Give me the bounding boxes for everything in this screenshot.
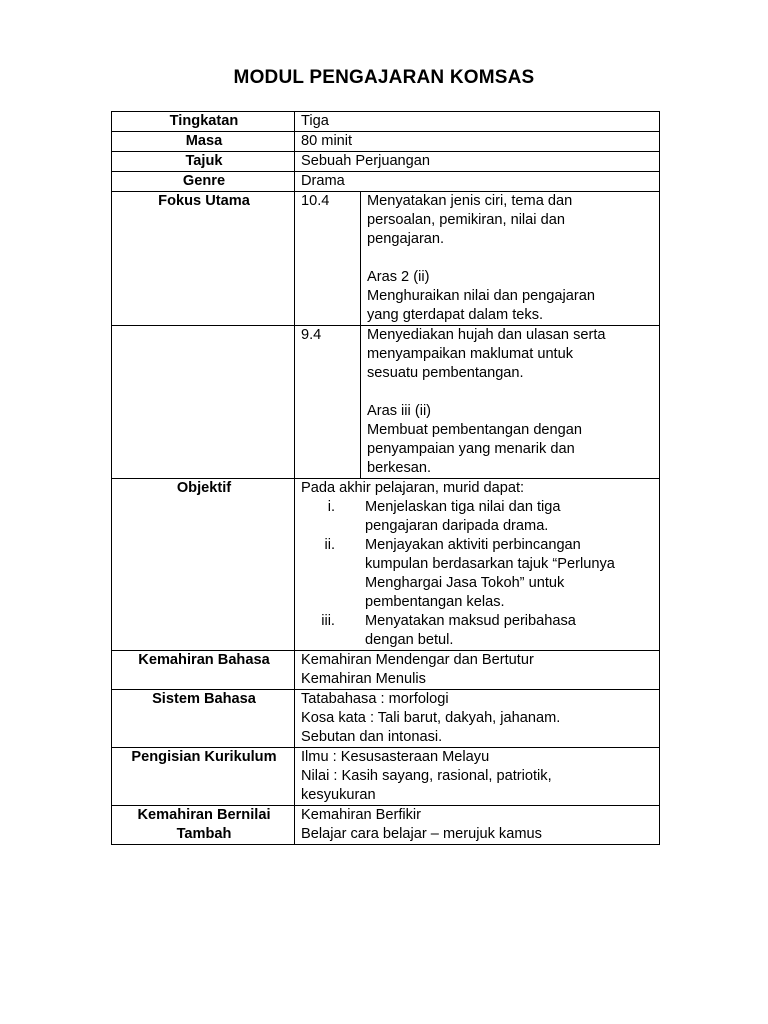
text-line: kesyukuran xyxy=(301,787,376,803)
text-line: Belajar cara belajar – merujuk kamus xyxy=(301,826,542,842)
objektif-content xyxy=(295,479,660,651)
fokus-description xyxy=(361,192,660,326)
row-value xyxy=(295,748,660,806)
text-line: pengajaran daripada drama. xyxy=(365,518,549,534)
row-value: Sebuah Perjuangan xyxy=(295,152,660,172)
lesson-module-table xyxy=(111,111,660,845)
row-label: Pengisian Kurikulum xyxy=(112,748,295,806)
fokus-code: 9.4 xyxy=(295,326,361,479)
text-line: Nilai : Kasih sayang, rasional, patriotik, xyxy=(301,768,552,784)
row-label xyxy=(112,806,295,845)
aras-label: Aras 2 (ii) xyxy=(367,269,430,285)
text-line: Sebutan dan intonasi. xyxy=(301,729,443,745)
table-row-fokus-1 xyxy=(112,192,660,326)
table-row-sistem-bahasa xyxy=(112,690,660,748)
text-line: Kosa kata : Tali barut, dakyah, jahanam. xyxy=(301,710,561,726)
text-line: Kemahiran Berfikir xyxy=(301,807,422,823)
text-line: berkesan. xyxy=(367,460,432,476)
table-row-fokus-2 xyxy=(112,326,660,479)
list-item xyxy=(301,612,655,650)
row-label: Sistem Bahasa xyxy=(112,690,295,748)
text-line: Kemahiran Mendengar dan Bertutur xyxy=(301,652,534,668)
row-value: 80 minit xyxy=(295,132,660,152)
page-title: MODUL PENGAJARAN KOMSAS xyxy=(233,67,535,88)
table-row-masa xyxy=(112,132,660,152)
text-line: menyampaikan maklumat untuk xyxy=(367,346,574,362)
fokus-code: 10.4 xyxy=(295,192,361,326)
list-number: i. xyxy=(327,499,335,515)
text-line: Tatabahasa : morfologi xyxy=(301,691,449,707)
row-label: Tajuk xyxy=(112,152,295,172)
list-item xyxy=(301,498,655,536)
row-label: Tingkatan xyxy=(112,112,295,132)
list-number: iii. xyxy=(321,613,335,629)
aras-label: Aras iii (ii) xyxy=(367,403,432,419)
text-line: sesuatu pembentangan. xyxy=(367,365,524,381)
objektif-list xyxy=(301,498,655,650)
row-label: Kemahiran Bahasa xyxy=(112,651,295,690)
table-row-tajuk xyxy=(112,152,660,172)
label-line: Tambah xyxy=(176,826,232,842)
table-row-tingkatan xyxy=(112,112,660,132)
label-line: Kemahiran Bernilai xyxy=(137,807,271,823)
fokus-description xyxy=(361,326,660,479)
objektif-intro: Pada akhir pelajaran, murid dapat: xyxy=(301,480,525,496)
text-line: Kemahiran Menulis xyxy=(301,671,426,687)
text-line: pengajaran. xyxy=(367,231,445,247)
row-value: Tiga xyxy=(295,112,660,132)
text-line: Ilmu : Kesusasteraan Melayu xyxy=(301,749,490,765)
row-value xyxy=(295,806,660,845)
text-line: yang gterdapat dalam teks. xyxy=(367,307,544,323)
text-line: Menjayakan aktiviti perbincangan xyxy=(365,537,581,553)
text-line: Menghargai Jasa Tokoh” untuk xyxy=(365,575,565,591)
table-row-objektif xyxy=(112,479,660,651)
text-line: Menyatakan jenis ciri, tema dan xyxy=(367,193,573,209)
text-line: Menjelaskan tiga nilai dan tiga xyxy=(365,499,561,515)
text-line: penyampaian yang menarik dan xyxy=(367,441,575,457)
table-row-kemahiran-bernilai-tambah xyxy=(112,806,660,845)
text-line: dengan betul. xyxy=(365,632,454,648)
row-value xyxy=(295,690,660,748)
row-label: Objektif xyxy=(112,479,295,651)
table-row-pengisian-kurikulum xyxy=(112,748,660,806)
text-line: Menyatakan maksud peribahasa xyxy=(365,613,576,629)
text-line: pembentangan kelas. xyxy=(365,594,505,610)
text-line: Membuat pembentangan dengan xyxy=(367,422,583,438)
list-number: ii. xyxy=(324,537,335,553)
list-item xyxy=(301,536,655,612)
row-label: Genre xyxy=(112,172,295,192)
text-line: persoalan, pemikiran, nilai dan xyxy=(367,212,565,228)
table-row-kemahiran-bahasa xyxy=(112,651,660,690)
text-line: Menghuraikan nilai dan pengajaran xyxy=(367,288,595,304)
text-line: Menyediakan hujah dan ulasan serta xyxy=(367,327,606,343)
row-value xyxy=(295,651,660,690)
table-row-genre xyxy=(112,172,660,192)
row-value: Drama xyxy=(295,172,660,192)
row-label: Masa xyxy=(112,132,295,152)
row-label: Fokus Utama xyxy=(112,192,295,326)
text-line: kumpulan berdasarkan tajuk “Perlunya xyxy=(365,556,615,572)
row-label-empty xyxy=(112,326,295,479)
